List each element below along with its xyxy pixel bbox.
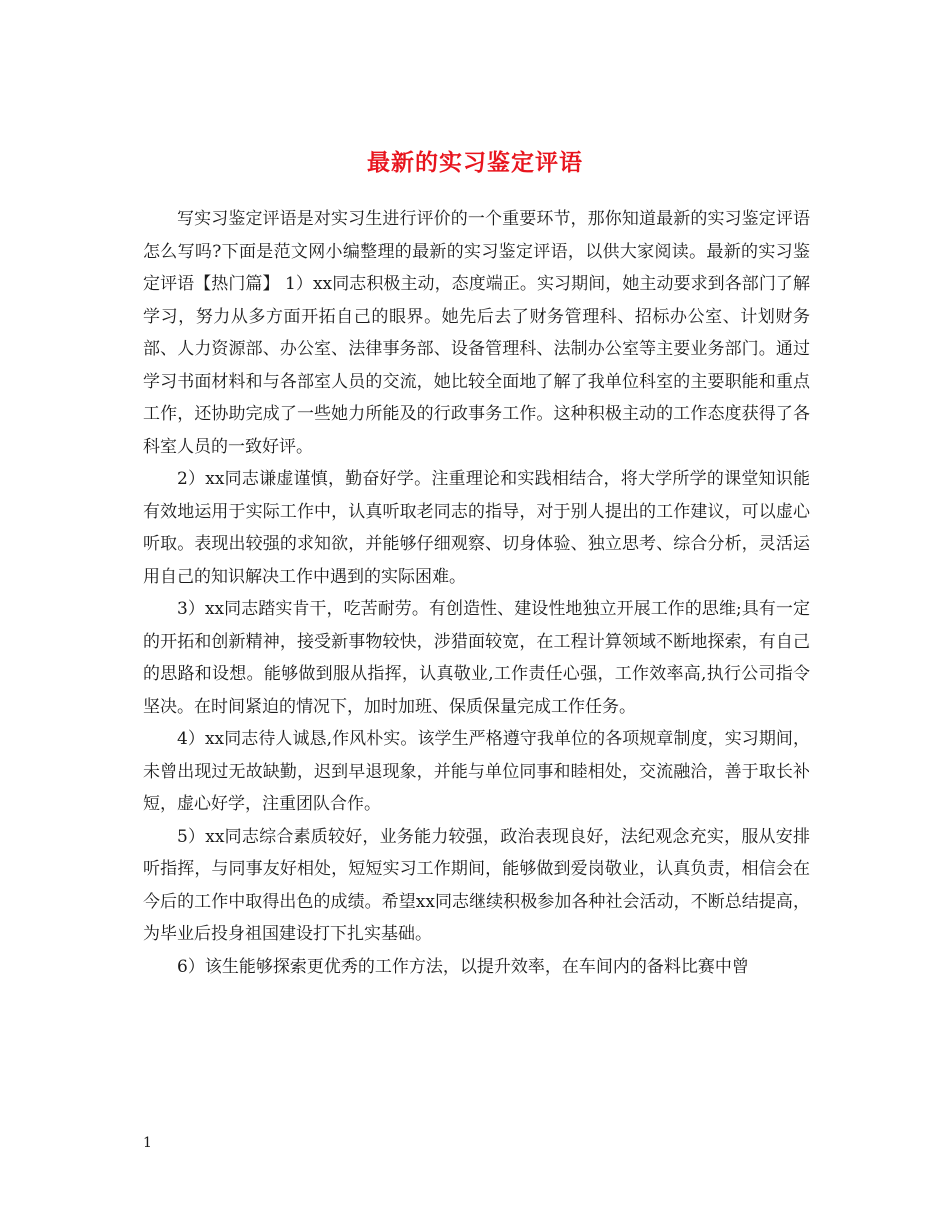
- paragraph-item-2: 2）xx同志谦虚谨慎，勤奋好学。注重理论和实践相结合，将大学所学的课堂知识能有效地运用于实际工作中，认真听取老同志的指导，对于别人提出的工作建议，可以虚心听取。表现出较强的求知欲，并能够仔细观察、切身体验、独立思考、综合分析，灵活运用自己的知识解决工作中遇到的实际困难。: [143, 469, 810, 587]
- paragraph-item-4: 4）xx同志待人诚恳,作风朴实。该学生严格遵守我单位的各项规章制度，实习期间，未曾出现过无故缺勤，迟到早退现象，并能与单位同事和睦相处，交流融洽，善于取长补短，虚心好学，注重团队合作。: [143, 729, 810, 814]
- paragraph-item-5: 5）xx同志综合素质较好，业务能力较强，政治表现良好，法纪观念充实，服从安排听指挥，与同事友好相处，短短实习工作期间，能够做到爱岗敬业，认真负责，相信会在今后的工作中取得出色的成绩。希望xx同志继续积极参加各种社会活动，不断总结提高，为毕业后投身祖国建设打下扎实基础。: [143, 826, 810, 944]
- paragraph-intro: 写实习鉴定评语是对实习生进行评价的一个重要环节，那你知道最新的实习鉴定评语怎么写吗?下面是范文网小编整理的最新的实习鉴定评语，以供大家阅读。最新的实习鉴定评语【热门篇】 1）xx同志积极主动，态度端正。实习期间，她主动要求到各部门了解学习，努力从多方面开拓自己的眼界。她先后去了财务管理科、招标办公室、计划财务部、人力资源部、办公室、法律事务部、设备管理科、法制办公室等主要业务部门。通过学习书面材料和与各部室人员的交流，她比较全面地了解了我单位科室的主要职能和重点工作，还协助完成了一些她力所能及的行政事务工作。这种积极主动的工作态度获得了各科室人员的一致好评。: [143, 209, 810, 457]
- page-title: 最新的实习鉴定评语: [367, 149, 583, 177]
- page-number: 1: [143, 1135, 152, 1151]
- paragraph-item-6: 6）该生能够探索更优秀的工作方法，以提升效率，在车间内的备料比赛中曾: [177, 956, 749, 977]
- paragraph-item-3: 3）xx同志踏实肯干，吃苦耐劳。有创造性、建设性地独立开展工作的思维;具有一定的开拓和创新精神，接受新事物较快，涉猎面较宽，在工程计算领域不断地探索，有自己的思路和设想。能够做到服从指挥，认真敬业,工作责任心强，工作效率高,执行公司指令坚决。在时间紧迫的情况下，加时加班、保质保量完成工作任务。: [143, 599, 810, 717]
- document-body: [143, 203, 810, 983]
